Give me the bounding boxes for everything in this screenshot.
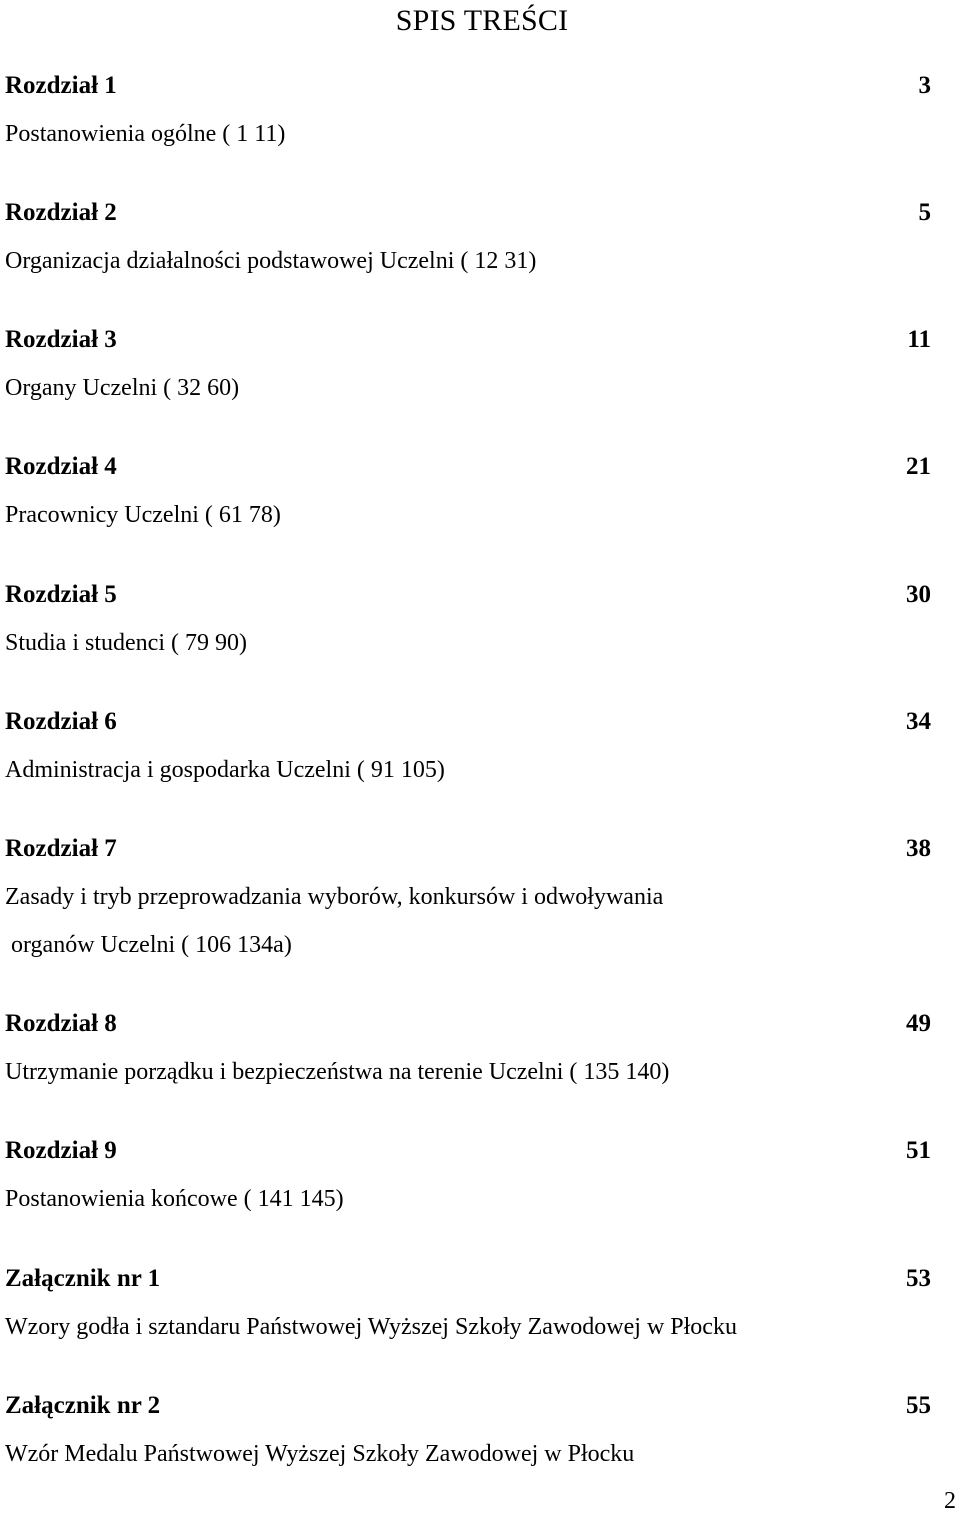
toc-entry-heading: Rozdział 2: [5, 199, 117, 226]
toc-entry-head: [5, 1009, 931, 1039]
toc-page-number: 11: [907, 326, 931, 353]
page-title: SPIS TREŚCI: [395, 4, 569, 37]
toc-entry-description: Postanowienia końcowe ( 141 145): [5, 1186, 344, 1212]
toc-entry-rozdzial-9[interactable]: [5, 1136, 931, 1214]
toc-page-number: 21: [906, 453, 931, 480]
toc-entry-head: [5, 71, 931, 101]
toc-page-number: 30: [906, 581, 931, 608]
toc-entry-rozdzial-1[interactable]: [5, 71, 931, 149]
toc-entry-heading: Rozdział 6: [5, 708, 117, 735]
toc-entry-heading: Rozdział 1: [5, 72, 117, 99]
toc-entry-description: Postanowienia ogólne ( 1 11): [5, 121, 286, 147]
toc-entry-heading: Rozdział 4: [5, 453, 117, 480]
toc-entry-rozdzial-4[interactable]: [5, 452, 931, 530]
toc-entry-description: Studia i studenci ( 79 90): [5, 630, 247, 656]
toc-entry-heading: Rozdział 7: [5, 835, 117, 862]
toc-entry-head: [5, 325, 931, 355]
toc-entry-rozdzial-5[interactable]: [5, 580, 931, 658]
toc-entry-heading: Załącznik nr 1: [5, 1265, 161, 1292]
toc-page-number: 5: [918, 199, 931, 226]
toc-page-number: 51: [906, 1137, 931, 1164]
toc-entry-head: [5, 580, 931, 610]
toc-entry-head: [5, 707, 931, 737]
toc-entry-heading: Załącznik nr 2: [5, 1392, 161, 1419]
toc-entry-heading: Rozdział 3: [5, 326, 117, 353]
toc-entry-rozdzial-7[interactable]: [5, 834, 931, 960]
toc-entry-description-line1: Zasady i tryb przeprowadzania wyborów, konkursów i odwoływania: [5, 884, 664, 910]
page-number: 2: [944, 1488, 956, 1514]
toc-page-number: 53: [906, 1265, 931, 1292]
toc-entry-description: Organy Uczelni ( 32 60): [5, 375, 240, 401]
toc-entry-head: [5, 1391, 931, 1421]
toc-page-number: 55: [906, 1392, 931, 1419]
toc-entry-description: Organizacja działalności podstawowej Uczelni ( 12 31): [5, 248, 537, 274]
toc-entry-head: [5, 452, 931, 482]
toc-entry-heading: Rozdział 9: [5, 1137, 117, 1164]
toc-entry-heading: Rozdział 8: [5, 1010, 117, 1037]
toc-page-number: 49: [906, 1010, 931, 1037]
toc-entry-description: Administracja i gospodarka Uczelni ( 91 105): [5, 757, 445, 783]
toc-entry-description: Wzory godła i sztandaru Państwowej Wyższej Szkoły Zawodowej w Płocku: [5, 1314, 737, 1340]
toc-entry-heading: Rozdział 5: [5, 581, 117, 608]
toc-entry-description: Wzór Medalu Państwowej Wyższej Szkoły Zawodowej w Płocku: [5, 1441, 635, 1467]
toc-entry-rozdzial-3[interactable]: [5, 325, 931, 403]
toc-entry-rozdzial-2[interactable]: [5, 198, 931, 276]
toc-entry-zalacznik-2[interactable]: [5, 1391, 931, 1469]
toc-page-number: 38: [906, 835, 931, 862]
toc-page-number: 3: [918, 72, 931, 99]
toc-entry-head: [5, 1136, 931, 1166]
toc-entry-rozdzial-6[interactable]: [5, 707, 931, 785]
toc-entry-description: [5, 882, 931, 960]
toc-entry-head: [5, 198, 931, 228]
toc-entry-zalacznik-1[interactable]: [5, 1264, 931, 1342]
toc-entry-rozdzial-8[interactable]: [5, 1009, 931, 1087]
toc-entry-head: [5, 834, 931, 864]
toc-entry-description-line2: organów Uczelni ( 106 134a): [11, 932, 292, 958]
toc-entry-head: [5, 1264, 931, 1294]
toc-page-number: 34: [906, 708, 931, 735]
toc-entry-description: Utrzymanie porządku i bezpieczeństwa na terenie Uczelni ( 135 140): [5, 1059, 670, 1085]
toc-entry-description: Pracownicy Uczelni ( 61 78): [5, 502, 281, 528]
